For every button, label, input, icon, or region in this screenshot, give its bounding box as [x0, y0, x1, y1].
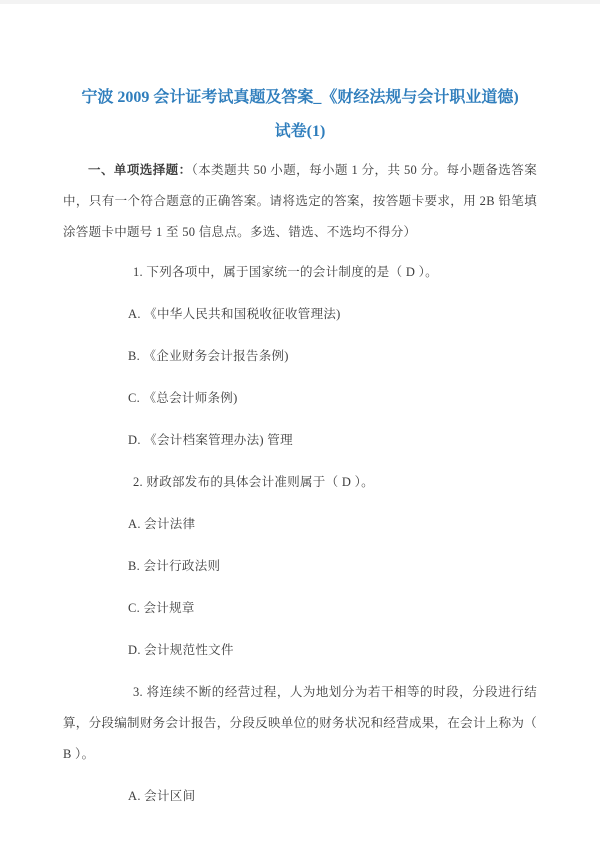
page-title	[63, 81, 537, 149]
question-1-text: 1. 下列各项中，属于国家统一的会计制度的是（ D ）。	[133, 265, 438, 279]
question-3-option-a: A. 会计区间	[128, 789, 196, 803]
question-2-option-d: D. 会计规范性文件	[128, 643, 234, 657]
page-top-edge	[0, 0, 600, 4]
section-heading: 一、单项选择题：	[88, 163, 192, 177]
section-intro-text: （本类题共 50 小题，每小题 1 分，共 50 分。每小题备选答案中，只有一个符合题意的正确答案。请将选定的答案，按答题卡要求，用 2B 铅笔填涂答题卡中题号 1 至 50 信息点。多选、错选、不选均不得分）	[63, 163, 537, 239]
question-1-option-c: C. 《总会计师条例)	[128, 391, 238, 405]
question-1-option-b: B. 《企业财务会计报告条例)	[128, 349, 289, 363]
question-2-text: 2. 财政部发布的具体会计准则属于（ D ）。	[133, 475, 374, 489]
page-title-line-2: 试卷(1)	[274, 123, 326, 140]
question-1-option-d: D. 《会计档案管理办法) 管理	[128, 433, 293, 447]
document-content	[0, 81, 600, 812]
section-intro-paragraph	[63, 155, 537, 248]
question-3-text: 3. 将连续不断的经营过程，人为地划分为若干相等的时段，分段进行结算，分段编制财务会计报告，分段反映单位的财务状况和经营成果，在会计上称为（ B ）。	[63, 685, 537, 761]
question-2-option-a: A. 会计法律	[128, 517, 196, 531]
page-title-line-1: 宁波 2009 会计证考试真题及答案_《财经法规与会计职业道德)	[81, 89, 519, 106]
question-2-option-b: B. 会计行政法则	[128, 559, 221, 573]
question-2-option-c: C. 会计规章	[128, 601, 195, 615]
question-1-option-a: A. 《中华人民共和国税收征收管理法)	[128, 307, 341, 321]
